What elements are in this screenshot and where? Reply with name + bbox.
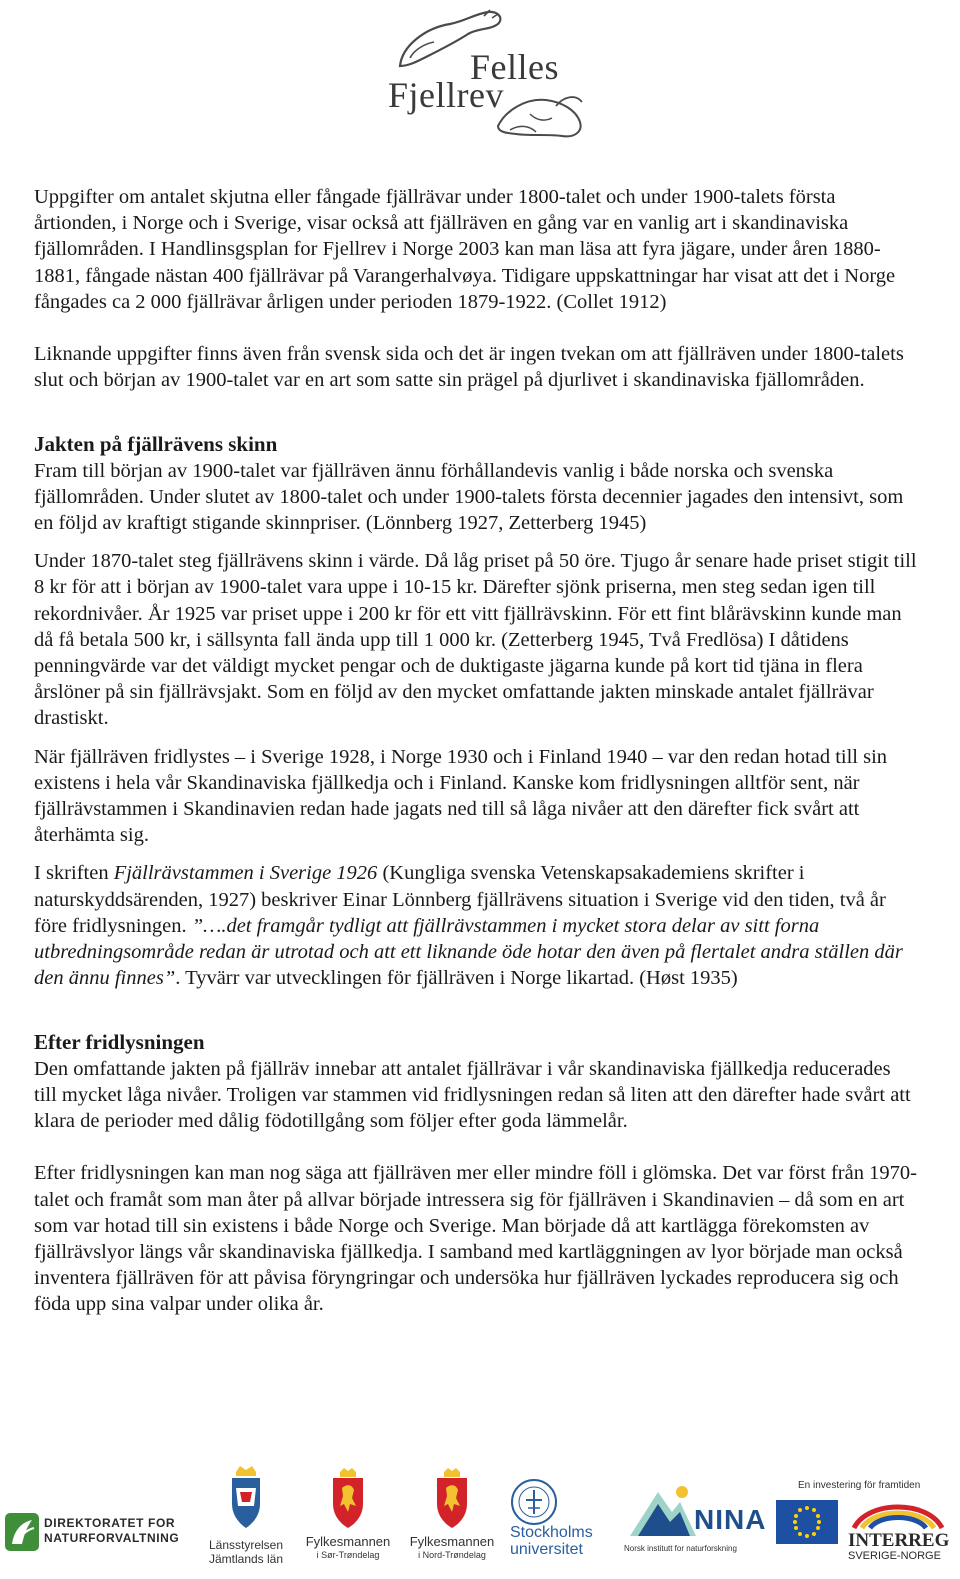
felles-fjellrev-logo: [380, 6, 590, 146]
paragraph-lonnberg: [34, 860, 918, 991]
nina-name: NINA: [694, 1504, 767, 1535]
lansstyrelsen-name-line1: Länsstyrelsen: [208, 1538, 284, 1552]
text-run: I skriften: [34, 862, 114, 885]
dn-logo: [4, 1510, 200, 1556]
paragraph-hunting-intro: Fram till början av 1900-talet var fjällräven ännu förhållandevis vanlig i både norska och svenska fjällområden. Under slutet av 1800-talet och under 1900-talets första decennier jagades den intensivt, som en följd av kraftigt stigande skinnpriser. (Lönnberg 1927, Zetterberg 1945): [34, 459, 904, 535]
su-name-line2: universitet: [510, 1541, 583, 1558]
eu-interreg-logo: [774, 1480, 956, 1576]
logo-title-line2: Fjellrev: [388, 75, 504, 115]
section-heading-hunting: Jakten på fjällrävens skinn: [34, 432, 278, 457]
paragraph-protection: När fjällräven fridlystes – i Sverige 1928, i Norge 1930 och i Finland 1940 – var den redan hotad till sin existens i hela vår Skandinaviska fjällkedja och i Finland. Kanske kom fridlysningen alltför sent, när fjällrävstammen i Skandinavien redan hade jagats ned till så låga nivåer att den därefter fick svårt att återhämta sig.: [34, 745, 888, 847]
eu-tagline: En investering för framtiden: [798, 1480, 921, 1491]
fylkesmannen-st-name-line2: i Sør-Trøndelag: [316, 1550, 380, 1560]
lansstyrelsen-logo: [204, 1466, 288, 1574]
lansstyrelsen-name-line2: Jämtlands län: [208, 1552, 284, 1566]
document-body: [34, 184, 918, 1318]
fylkesmannen-st-name-line1: Fylkesmannen: [305, 1534, 391, 1549]
paragraph-low-levels: Den omfattande jakten på fjällräv innebar att antalet fjällrävar i vår skandinaviska fjällkedja reducerades till mycket låga nivåer. Troligen var stammen vid fridlysningen redan så liten att den därefter hade svårt att klara de perioder med dålig födotillgång som följer efter goda lämmelår.: [34, 1057, 911, 1133]
fylkesmannen-nord-trondelag-logo: [404, 1468, 500, 1574]
fylkesmannen-nt-name-line1: Fylkesmannen: [409, 1534, 495, 1549]
paragraph-renewed-interest: Efter fridlysningen kan man nog säga att fjällräven mer eller mindre föll i glömska. Det var först från 1970-talet och framåt som man åter på allvar började intressera sig för fjällräven i Skandinavien – då som en art som var hotad till sin existens i både Norge och Sverige. Man började då att kartlägga förekomsten av fjällrävslyor längs vår skandinaviska fjällkedja. I samband med kartläggningen av lyor började man också inventera fjällräven för att påvisa föryngringar och undersöka hur fjällräven lyckades reproducera sig och föda upp sina valpar under olika år.: [34, 1162, 917, 1316]
stockholms-universitet-logo: [506, 1478, 610, 1562]
jamtland-coat-of-arms-icon: [226, 1466, 266, 1532]
paragraph-swedish-records: Liknande uppgifter finns även från svensk sida och det är ingen tvekan om att fjällräven under 1800-talets slut och början av 1900-talet var en art som satte sin prägel på djurlivet i skandinaviska fjällområden.: [34, 343, 904, 392]
fylkesmannen-sor-trondelag-logo: [300, 1468, 396, 1574]
nina-subtitle: Norsk institutt for naturforskning: [624, 1544, 737, 1553]
dn-name-line1: DIREKTORATET FOR: [44, 1516, 176, 1530]
interreg-arc-icon: [848, 1494, 948, 1530]
norwegian-lion-crest-icon: [328, 1468, 368, 1530]
interreg-subtitle: SVERIGE-NORGE: [848, 1550, 941, 1562]
paragraph-fur-prices: Under 1870-talet steg fjällrävens skinn i värde. Då låg priset på 50 öre. Tjugo år senare hade priset stigit till 8 kr för att i början av 1900-talet vara uppe i 10-15 kr. Därefter sjönk priserna, men steg sedan igen till rekordnivåer. År 1925 var priset uppe i 200 kr för ett vitt fjällrävskinn. För ett fint blårävskinn kunde man då få betala 500 kr, i sällsynta fall ända upp till 1 000 kr. (Zetterberg 1945, Två Fredlösa) I dåtidens penningvärde var det väldigt mycket pengar och de duktigaste jägarna kunde på kort tid tjäna in flera årslöner på sin fjällrävsjakt. Som en följd av den mycket omfattande jakten minskade antalet fjällrävar drastiskt.: [34, 550, 917, 730]
fylkesmannen-nt-name-line2: i Nord-Trøndelag: [418, 1550, 486, 1560]
su-name-line1: Stockholms: [510, 1524, 593, 1541]
partner-logos: [0, 1460, 960, 1579]
norwegian-lion-crest-icon: [432, 1468, 472, 1530]
dn-emblem-icon: [4, 1512, 40, 1552]
quotation: ”….det framgår tydligt att fjällrävstammen i mycket stora delar av sitt forna utbredningsområde redan är utrotad och att ett liknande öde hotar den även på flertalet andra ställen där den ännu finnes”: [34, 914, 903, 990]
text-run: . Tyvärr var utvecklingen för fjällräven i Norge likartad. (Høst 1935): [175, 967, 738, 990]
publication-title: Fjällrävstammen i Sverige 1926: [113, 862, 378, 885]
nina-logo: [624, 1482, 767, 1562]
interreg-name: INTERREG: [848, 1530, 950, 1551]
dn-name-line2: NATURFORVALTNING: [44, 1531, 180, 1545]
text-run: (Kungliga svenska Vetenskapsakademiens skrifter i naturskyddsärenden, 1927) beskriver Einar Lönnberg fjällrävens situation i Sverige vid den tiden, två år före fridlysningen.: [34, 862, 886, 937]
university-seal-icon: [510, 1478, 558, 1526]
section-heading-after-protection: Efter fridlysningen: [34, 1030, 205, 1055]
paragraph-historical-catch: Uppgifter om antalet skjutna eller fångade fjällrävar under 1800-talet och under 1900-talets första årtionden, i Norge och i Sverige, visar också att fjällräven en gång var en vanlig art i skandinaviska fjällområden. I Handlinsgsplan for Fjellrev i Norge 2003 kan man läsa att fyra jägare, under åren 1880-1881, fångade nästan 400 fjällrävar på Varangerhalvøya. Tidigare uppskattningar har visat att det i Norge fångades ca 2 000 fjällrävar årligen under perioden 1879-1922. (Collet 1912): [34, 186, 896, 313]
logo-title-line1: Felles: [470, 47, 559, 87]
nina-mountain-icon: [628, 1482, 698, 1538]
eu-flag-icon: [776, 1500, 838, 1544]
